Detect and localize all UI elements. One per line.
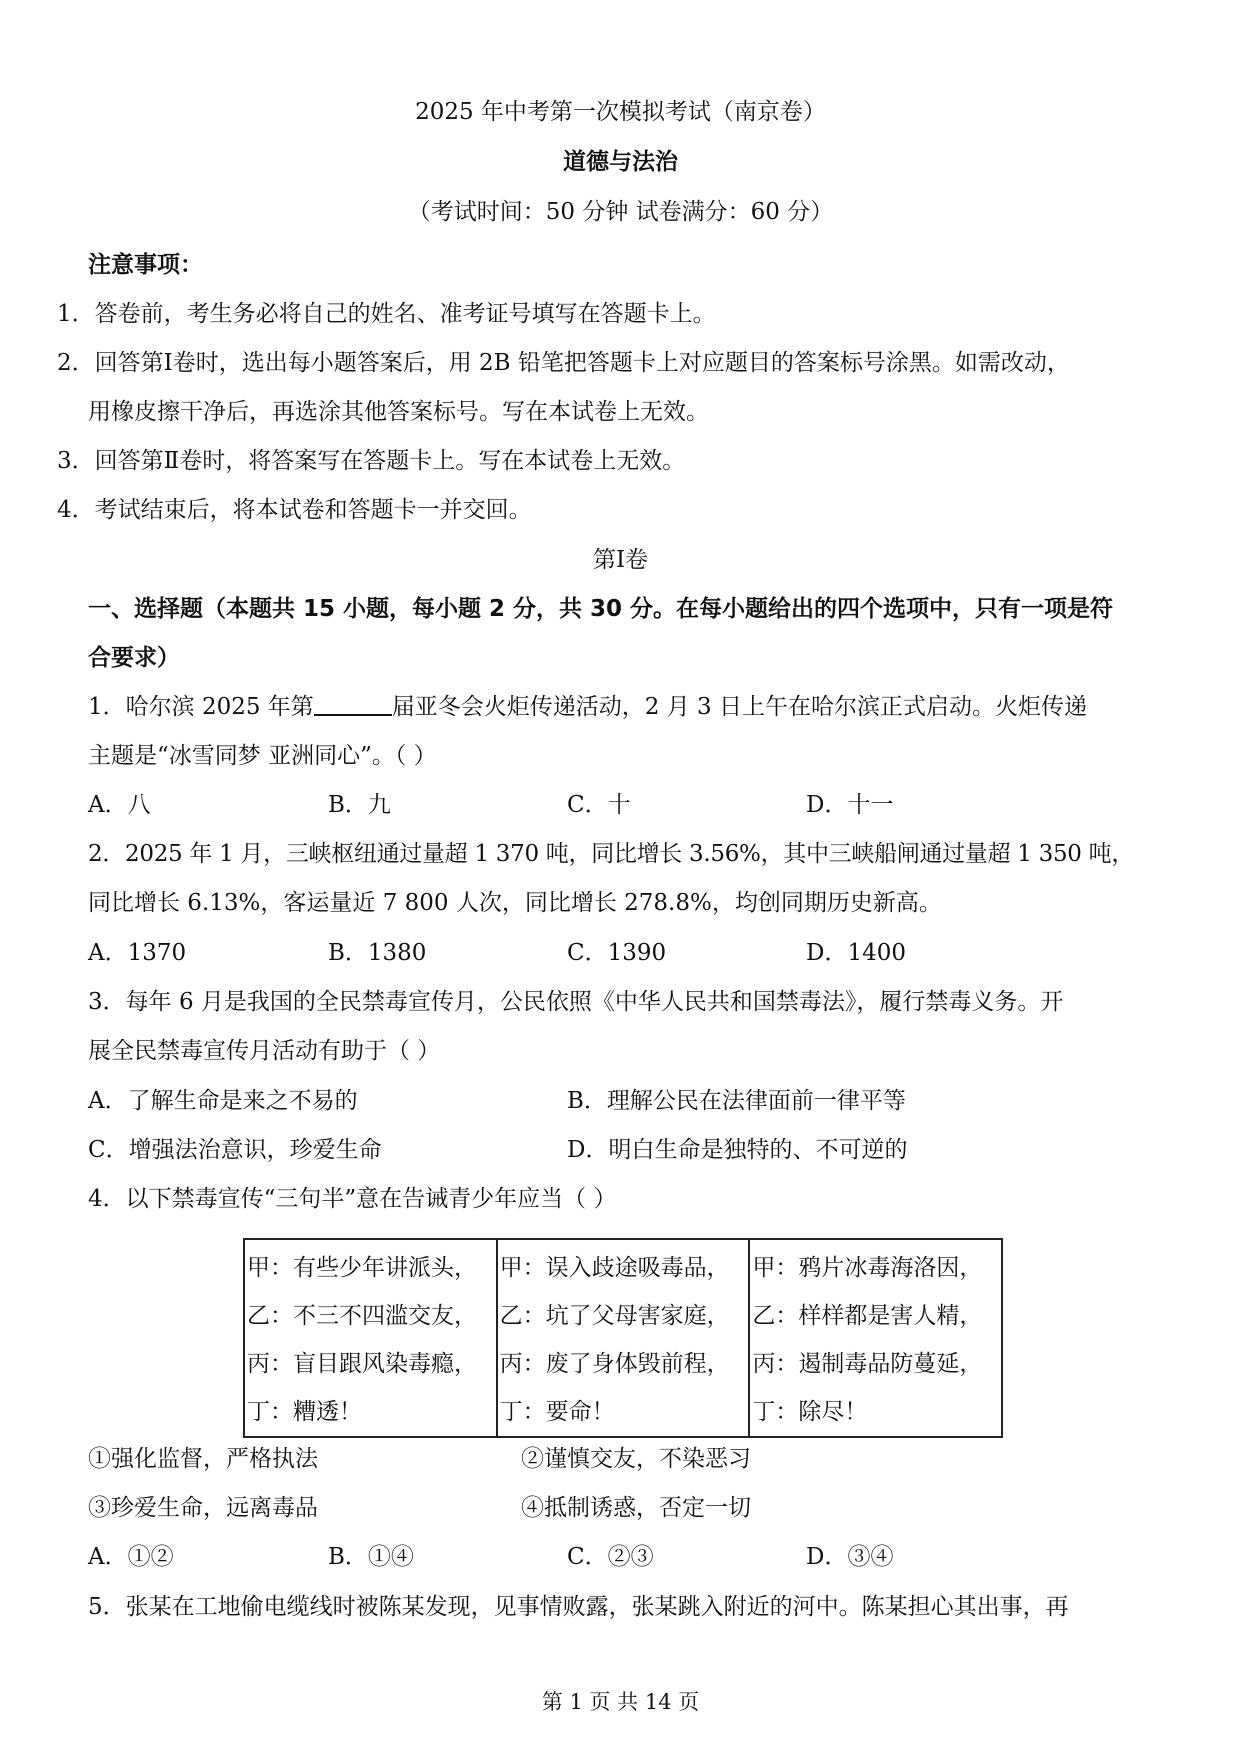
verse-line: 丁：糟透！ bbox=[247, 1399, 362, 1425]
part-heading: 第Ⅰ卷 bbox=[592, 547, 649, 573]
verse-line: 丙：废了身体毁前程， bbox=[499, 1351, 730, 1377]
option-d: D．1400 bbox=[806, 940, 906, 966]
verse-column bbox=[750, 1240, 1001, 1436]
option-d: D．③④ bbox=[806, 1544, 894, 1570]
notice-item: 2．回答第Ⅰ卷时，选出每小题答案后，用 2B 铅笔把答题卡上对应题目的答案标号涂黑。如需改动， bbox=[57, 350, 1070, 376]
question-2-line2: 同比增长 6.13%，客运量近 7 800 人次，同比增长 278.8%，均创同期历史新高。 bbox=[88, 890, 942, 916]
option-a: A．1370 bbox=[88, 940, 187, 966]
notice-item: 3．回答第Ⅱ卷时，将答案写在答题卡上。写在本试卷上无效。 bbox=[57, 448, 686, 474]
option-d: D．十一 bbox=[806, 792, 894, 818]
fill-blank bbox=[314, 692, 392, 716]
question-1-text-cont: 届亚冬会火炬传递活动，2 月 3 日上午在哈尔滨正式启动。火炬传递 bbox=[391, 694, 1087, 720]
option-d: D．明白生命是独特的、不可逆的 bbox=[567, 1137, 908, 1163]
subject-title: 道德与法治 bbox=[563, 149, 678, 175]
notice-item: 用橡皮擦干净后，再选涂其他答案标号。写在本试卷上无效。 bbox=[88, 399, 709, 425]
statement-3: ③珍爱生命，远离毒品 bbox=[88, 1495, 318, 1521]
verse-line: 丁：要命！ bbox=[499, 1399, 615, 1425]
question-1 bbox=[88, 692, 1087, 722]
verse-line: 乙：样样都是害人精， bbox=[752, 1303, 983, 1329]
question-2: 2．2025 年 1 月，三峡枢纽通过量超 1 370 吨，同比增长 3.56%，其中三峡船闸通过量超 1 350 吨， bbox=[88, 841, 1135, 867]
question-3: 3．每年 6 月是我国的全民禁毒宣传月，公民依照《中华人民共和国禁毒法》，履行禁毒义务。开 bbox=[88, 989, 1064, 1015]
question-4: 4．以下禁毒宣传“三句半”意在告诫青少年应当（ ） bbox=[88, 1186, 617, 1212]
option-a: A．了解生命是来之不易的 bbox=[88, 1088, 358, 1114]
statement-2: ②谨慎交友，不染恶习 bbox=[521, 1446, 751, 1472]
verse-line: 甲：误入歧途吸毒品， bbox=[499, 1255, 730, 1281]
verse-line: 甲：有些少年讲派头， bbox=[247, 1255, 477, 1281]
question-5: 5．张某在工地偷电缆线时被陈某发现，见事情败露，张某跳入附近的河中。陈某担心其出事，再 bbox=[88, 1594, 1069, 1620]
exam-title: 2025 年中考第一次模拟考试（南京卷） bbox=[415, 99, 826, 125]
option-c: C．1390 bbox=[567, 940, 667, 966]
verse-line: 丁：除尽！ bbox=[752, 1399, 868, 1425]
verse-table bbox=[243, 1238, 1003, 1438]
notice-item: 4．考试结束后，将本试卷和答题卡一并交回。 bbox=[57, 497, 532, 523]
verse-line: 丙：遏制毒品防蔓延， bbox=[752, 1351, 983, 1377]
section-heading: 一、选择题（本题共 15 小题，每小题 2 分，共 30 分。在每小题给出的四个选项中，只有一项是符 bbox=[88, 596, 1114, 622]
option-c: C．增强法治意识，珍爱生命 bbox=[88, 1137, 382, 1163]
notice-item: 1．答卷前，考生务必将自己的姓名、准考证号填写在答题卡上。 bbox=[57, 301, 716, 327]
statement-4: ④抵制诱惑，否定一切 bbox=[521, 1495, 751, 1521]
question-1-text: 1．哈尔滨 2025 年第 bbox=[88, 694, 314, 720]
option-a: A．八 bbox=[88, 792, 151, 818]
verse-line: 甲：鸦片冰毒海洛因， bbox=[752, 1255, 983, 1281]
option-c: C．十 bbox=[567, 792, 631, 818]
question-3-line2: 展全民禁毒宣传月活动有助于（ ） bbox=[88, 1038, 441, 1064]
verse-column bbox=[498, 1240, 751, 1436]
page-footer: 第 1 页 共 14 页 bbox=[541, 1690, 700, 1714]
question-1-line2: 主题是“冰雪同梦 亚洲同心”。（ ） bbox=[88, 743, 437, 769]
exam-time-info: （考试时间：50 分钟 试卷满分：60 分） bbox=[407, 199, 834, 225]
option-a: A．①② bbox=[88, 1544, 174, 1570]
verse-column bbox=[245, 1240, 498, 1436]
notice-heading: 注意事项： bbox=[88, 252, 203, 278]
option-b: B．①④ bbox=[328, 1544, 414, 1570]
verse-line: 乙：不三不四滥交友， bbox=[247, 1303, 477, 1329]
option-b: B．1380 bbox=[328, 940, 427, 966]
option-c: C．②③ bbox=[567, 1544, 654, 1570]
option-b: B．九 bbox=[328, 792, 391, 818]
verse-line: 丙：盲目跟风染毒瘾， bbox=[247, 1351, 477, 1377]
option-b: B．理解公民在法律面前一律平等 bbox=[567, 1088, 906, 1114]
section-heading-cont: 合要求） bbox=[88, 645, 180, 671]
statement-1: ①强化监督，严格执法 bbox=[88, 1446, 318, 1472]
verse-line: 乙：坑了父母害家庭， bbox=[499, 1303, 730, 1329]
